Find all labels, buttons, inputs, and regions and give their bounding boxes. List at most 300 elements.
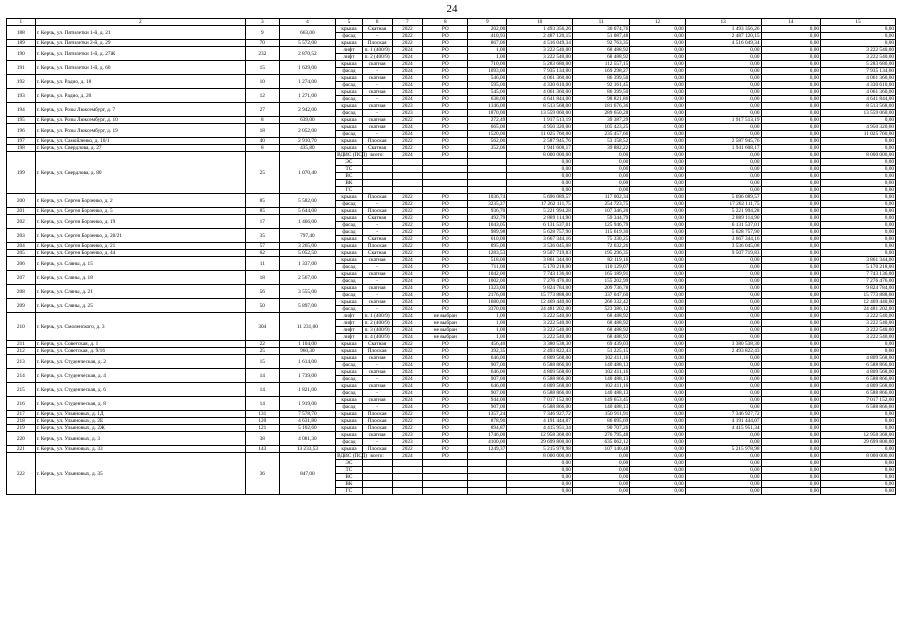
table-cell [468,460,507,467]
table-cell: г. Керчь, ул. Студенческая, д. 4 [35,369,245,383]
table-cell: 1 614,00 [279,355,335,369]
table-cell: Скатная [362,215,392,222]
table-cell: лифт [336,313,363,320]
table-cell: фасад [336,376,363,383]
table-cell: ТС [336,166,363,173]
table-cell: 0,00 [630,369,685,376]
table-cell: 0,00 [821,481,896,488]
table-row [7,89,896,96]
table-cell: РО [423,194,468,201]
table-cell: скатная [362,369,392,376]
table-cell: 2024 [392,313,423,320]
table-cell: 646,00 [468,355,507,362]
table-cell: 2024 [392,390,423,397]
table-cell [468,467,507,474]
table-cell: крыша [336,446,363,453]
table-cell: 121 [245,425,279,432]
table-cell: 72 632,26 [572,243,629,250]
table-cell: 0,00 [685,82,761,89]
table-cell: 0,00 [761,33,820,40]
table-cell: - [362,306,392,313]
table-cell: г. Керчь, ул. Ульяновых, д. 3 [35,432,245,446]
table-cell: 0,00 [761,75,820,82]
table-cell: 352,06 [468,145,507,152]
table-cell: 1 070,40 [279,152,335,194]
table-cell: 0,00 [630,117,685,124]
table-row [7,103,896,110]
table-cell: 2024 [392,264,423,271]
table-cell: - [362,278,392,285]
table-cell: 217 [7,411,36,418]
table-cell: 1036,74 [468,194,507,201]
table-cell: г. Керчь, ул. Студенческая, д. 8 [35,397,245,411]
table-cell: 3 222 540,00 [507,313,573,320]
table-cell: РО [423,215,468,222]
table-cell: Скатная [362,26,392,33]
table-cell: 0,00 [507,180,573,187]
table-cell: 218 [7,418,36,425]
table-cell: лифт [336,47,363,54]
table-cell: 2 493 822,43 [507,348,573,355]
table-cell: 456,40 [468,341,507,348]
table-cell: фасад [336,292,363,299]
table-cell: 5 628 757,90 [685,229,761,236]
table-cell: лифт [336,327,363,334]
table-cell: 663,00 [279,26,335,40]
table-cell [468,166,507,173]
table-cell: 0,00 [630,439,685,446]
table-cell: 1,00 [468,334,507,341]
table-cell: 8 [245,145,279,152]
table-cell: 0,00 [685,299,761,306]
table-cell: 107 346,20 [572,208,629,215]
column-number: 12 [630,19,685,26]
table-cell: 0,00 [761,180,820,187]
table-cell: 0,00 [685,159,761,166]
table-cell: РО [423,89,468,96]
table-cell: 0,00 [630,208,685,215]
table-cell: РО [423,397,468,404]
table-cell: 25 [245,152,279,194]
table-cell: г. Керчь, ул. Студенческая, д. 6 [35,383,245,397]
table-cell: крыша [336,341,363,348]
table-cell: 17 262 111,75 [685,201,761,208]
table-cell: 944,00 [468,397,507,404]
table-cell: 0,00 [761,404,820,411]
table-cell: 2024 [392,320,423,327]
table-cell: Плоская [362,40,392,47]
table-cell: - [362,439,392,446]
table-cell: - [362,376,392,383]
table-cell: 4 516 049,34 [685,40,761,47]
table-cell: 0,00 [572,166,629,173]
table-cell: 0,00 [630,411,685,418]
table-cell [468,187,507,194]
table-cell: 6 588 866,00 [507,390,573,397]
table-cell: - [362,390,392,397]
table-cell: 216 [7,397,36,411]
table-cell: 2022 [392,348,423,355]
table-cell: - [362,68,392,75]
table-cell: 86 399,50 [572,75,629,82]
table-cell: 0,00 [630,355,685,362]
table-cell: 15 [245,61,279,75]
table-cell [423,467,468,474]
table-cell: 5 221 994,28 [507,208,573,215]
table-cell: 0,00 [630,82,685,89]
table-cell: 610,00 [468,236,507,243]
table-cell: 15 773 888,00 [821,292,896,299]
table-cell: 0,00 [761,418,820,425]
table-cell: 0,00 [630,334,685,341]
table-cell: 0,00 [821,33,896,40]
table-cell: 53 158,52 [572,138,629,145]
table-cell: 0,00 [685,390,761,397]
table-cell: 0,00 [630,47,685,54]
table-cell: 435,80 [279,145,335,152]
table-cell: 492,79 [468,215,507,222]
table-cell: 0,00 [821,145,896,152]
table-cell: 0,00 [821,348,896,355]
table-cell: 0,00 [821,236,896,243]
table-cell: 5 283 680,00 [821,61,896,68]
table-cell: 2024 [392,362,423,369]
table-row [7,61,896,68]
table-cell: 0,00 [685,397,761,404]
table-cell: 12 958 368,00 [821,432,896,439]
table-cell: 98 821,86 [572,96,629,103]
table-cell: 1 821,00 [279,383,335,397]
table-cell: 4 191 444,07 [685,418,761,425]
table-cell: крыша [336,355,363,362]
table-cell: 5 215 978,98 [507,446,573,453]
table-cell: 3 536 045,08 [507,243,573,250]
table-row [7,411,896,418]
table-cell: 1249,37 [468,446,507,453]
table-cell: 110 129,07 [572,264,629,271]
table-cell: 0,00 [630,348,685,355]
table-cell: РО [423,446,468,453]
table-cell: фасад [336,439,363,446]
table-cell: 0,00 [821,474,896,481]
table-cell: фасад [336,68,363,75]
table-cell: 5 897,00 [279,299,335,313]
table-cell [362,467,392,474]
table-cell: 68 488,92 [572,320,629,327]
table-cell: 4100,00 [468,439,507,446]
table-cell: всего: [362,152,392,159]
table-cell: Скатная [362,236,392,243]
table-cell: РО [423,243,468,250]
table-cell: 0,00 [761,243,820,250]
table-cell: 0,00 [685,166,761,173]
table-cell: г. Керчь, ул. Советская, д. 9/16 [35,348,245,355]
table-cell: 1 629,00 [279,61,335,75]
table-cell: 847,00 [279,453,335,495]
table-cell: г. Керчь, ул. Советская, д. 1 [35,341,245,348]
table-cell: фасад [336,82,363,89]
table-cell: 0,00 [630,320,685,327]
table-cell: 0,00 [821,138,896,145]
table-cell: 0,00 [630,145,685,152]
table-cell: 0,00 [685,320,761,327]
table-cell: г. Керчь, ул. Смоленского, д. 3 [35,313,245,341]
table-cell [392,180,423,187]
table-cell: 202,00 [468,26,507,33]
table-cell: 1,00 [468,313,507,320]
table-cell: 2024 [392,68,423,75]
table-cell: 1 493 356,26 [685,26,761,33]
table-cell: 92 763,35 [572,40,629,47]
table-cell: крыша [336,103,363,110]
table-cell: 2024 [392,376,423,383]
table-cell: РО [423,103,468,110]
table-cell: 1357,24 [468,411,507,418]
column-number: 7 [392,19,423,26]
table-cell: 0,00 [761,467,820,474]
table-cell: 2022 [392,194,423,201]
table-cell: 2024 [392,355,423,362]
table-cell: крыша [336,250,363,257]
table-cell: 30 674,76 [572,26,629,33]
table-cell: 35 [245,229,279,243]
table-cell: 2022 [392,201,423,208]
table-cell: 0,00 [685,152,761,159]
table-cell: 0,00 [821,173,896,180]
table-row [7,397,896,404]
table-cell: 0,00 [685,313,761,320]
table-cell: не выбран [423,327,468,334]
table-cell: 25 [245,348,279,355]
table-cell: 5 102,60 [279,425,335,432]
column-number: 9 [468,19,507,26]
table-cell: ВС [336,173,363,180]
table-row [7,138,896,145]
table-cell: 5 572,00 [279,40,335,47]
table-cell: Плоская [362,243,392,250]
table-cell: г. Керчь, ул. Радио, д. 20 [35,89,245,103]
table-cell: РО [423,418,468,425]
table-cell: 0,00 [685,362,761,369]
table-cell: 2024 [392,299,423,306]
table-cell: 4 641 844,00 [821,96,896,103]
table-cell: РО [423,404,468,411]
table-cell: фасад [336,404,363,411]
table-cell: крыша [336,411,363,418]
table-cell: 2022 [392,229,423,236]
table-cell: 0,00 [761,320,820,327]
table-cell [362,481,392,488]
table-cell: 36 [245,453,279,495]
table-cell: 1,00 [468,327,507,334]
table-cell: скатная [362,299,392,306]
table-cell: 0,00 [685,453,761,460]
table-cell: 117 002,34 [572,194,629,201]
table-cell: 2022 [392,425,423,432]
table-cell: 0,00 [630,271,685,278]
table-cell: ЭС [336,460,363,467]
table-row [7,355,896,362]
table-cell: фасад [336,33,363,40]
table-cell: крыша [336,194,363,201]
table-cell: 4 191 444,07 [507,418,573,425]
table-cell: г. Керчь, ул. Сергея Борзенко, д. 44 [35,250,245,257]
table-cell [423,166,468,173]
table-cell: 2 889 114,90 [507,215,573,222]
table-cell: г. Керчь, ул. Ульяновых, д. 35 [35,453,245,495]
table-cell: 304 [245,313,279,341]
table-cell: 59 344,79 [572,215,629,222]
table-cell: 1093,00 [468,68,507,75]
table-cell: РО [423,271,468,278]
table-cell: 0,00 [761,362,820,369]
table-cell: 0,00 [761,334,820,341]
table-cell: 907,00 [468,404,507,411]
table-cell: 0,00 [572,474,629,481]
table-cell: 2024 [392,397,423,404]
table-cell: скатная [362,383,392,390]
table-cell: 0,00 [761,250,820,257]
table-cell: 2022 [392,236,423,243]
table-cell: 102 411,16 [572,355,629,362]
table-cell: 209 [7,299,36,313]
table-cell: 0,00 [821,201,896,208]
table-cell: 0,00 [821,488,896,495]
table-cell [392,187,423,194]
table-cell: 0,00 [685,110,761,117]
table-cell: 56 [245,285,279,299]
table-cell: 2024 [392,271,423,278]
table-cell: 2024 [392,306,423,313]
table-cell: 2022 [392,117,423,124]
table-cell: 523 386,12 [572,306,629,313]
table-cell: 0,00 [761,222,820,229]
table-cell: г. Керчь, ул. Сергея Борзенко, д. 5 [35,208,245,215]
table-cell: 3 222 540,00 [821,327,896,334]
table-cell: 1 917 513,19 [507,117,573,124]
table-cell: крыша [336,285,363,292]
table-cell: 68 488,92 [572,313,629,320]
table-cell: 24 481 202,00 [821,306,896,313]
table-cell: п. 2 (400/9) [362,320,392,327]
table-cell: скатная [362,432,392,439]
table-cell: 0,00 [630,292,685,299]
table-cell: 2 910,70 [279,138,335,145]
table-cell: 140 488,13 [572,376,629,383]
table-cell: г. Керчь, ул. Пятилетки 1-й, д. 60 [35,61,245,75]
table-cell: РО [423,264,468,271]
table-cell: 5 582,00 [279,194,335,208]
table-cell: 8 000 000,00 [821,453,896,460]
table-cell: 410,93 [468,33,507,40]
table-cell: 0,00 [761,236,820,243]
table-cell: 112 557,15 [572,61,629,68]
table-cell: РО [423,355,468,362]
table-cell: 0,00 [821,40,896,47]
table-cell: 1146,00 [468,103,507,110]
table-cell: 2176,00 [468,292,507,299]
table-cell: 878,90 [468,418,507,425]
table-cell: 0,00 [685,369,761,376]
table-cell: г. Керчь, ул. Ульяновых, д. 2Ж [35,425,245,432]
table-cell: Плоская [362,411,392,418]
table-cell: 2024 [392,334,423,341]
table-cell: г. Керчь, ул. Сергея Борзенко, д. 21 [35,243,245,250]
table-cell: 0,00 [685,292,761,299]
table-cell: 2022 [392,243,423,250]
table-cell: 18 [245,271,279,285]
table-cell: 140 488,13 [572,390,629,397]
table-cell: 198 [7,145,36,152]
table-cell: 3370,00 [468,306,507,313]
column-number: 14 [761,19,820,26]
table-cell: 68 488,92 [572,334,629,341]
table-cell: 235 457,66 [572,131,629,138]
table-cell: 0,00 [761,257,820,264]
table-cell: 40 [245,138,279,145]
table-cell: фасад [336,362,363,369]
table-cell [468,481,507,488]
table-cell: 191 [7,61,36,75]
table-row [7,257,896,264]
table-cell: 0,00 [630,313,685,320]
table-cell: 2 587 945,76 [685,138,761,145]
table-cell: - [362,82,392,89]
table-cell: п. 1 (400/9) [362,47,392,54]
table-cell [392,488,423,495]
table-cell [362,159,392,166]
table-cell: крыша [336,425,363,432]
table-cell: 5 221 994,28 [685,208,761,215]
table-cell: РО [423,68,468,75]
table-cell: 0,00 [630,404,685,411]
column-number: 3 [245,19,279,26]
table-cell: 0,00 [761,369,820,376]
table-row [7,348,896,355]
table-cell: г. Керчь, ул. Радио, д. 18 [35,75,245,89]
table-cell: ЭС [336,159,363,166]
table-cell: 8 000 000,00 [821,152,896,159]
table-cell: 2023 [392,432,423,439]
table-cell: 711,00 [468,264,507,271]
table-cell: 0,00 [761,173,820,180]
table-cell: 2024 [392,257,423,264]
column-number: 11 [572,19,629,26]
table-cell: скатная [362,103,392,110]
table-cell: РО [423,96,468,103]
table-cell: 0,00 [821,341,896,348]
table-cell [468,159,507,166]
table-cell: 2 493 822,43 [685,348,761,355]
column-number: 2 [35,19,245,26]
table-cell: 232 [245,47,279,61]
table-cell: всего: [362,453,392,460]
table-cell [362,166,392,173]
table-cell: РО [423,306,468,313]
table-cell: 0,00 [685,432,761,439]
table-cell: 0,00 [507,187,573,194]
table-cell: 266 332,42 [572,299,629,306]
table-row [7,425,896,432]
table-cell: 4 631,80 [279,418,335,425]
table-cell: 960,30 [279,348,335,355]
table-cell: 2024 [392,327,423,334]
table-cell: 2 889 114,90 [685,215,761,222]
page-number: 24 [446,3,458,15]
table-cell: г. Керчь, ул. Сляны, д. 21 [35,285,245,299]
table-cell: 0,00 [821,418,896,425]
table-row [7,341,896,348]
